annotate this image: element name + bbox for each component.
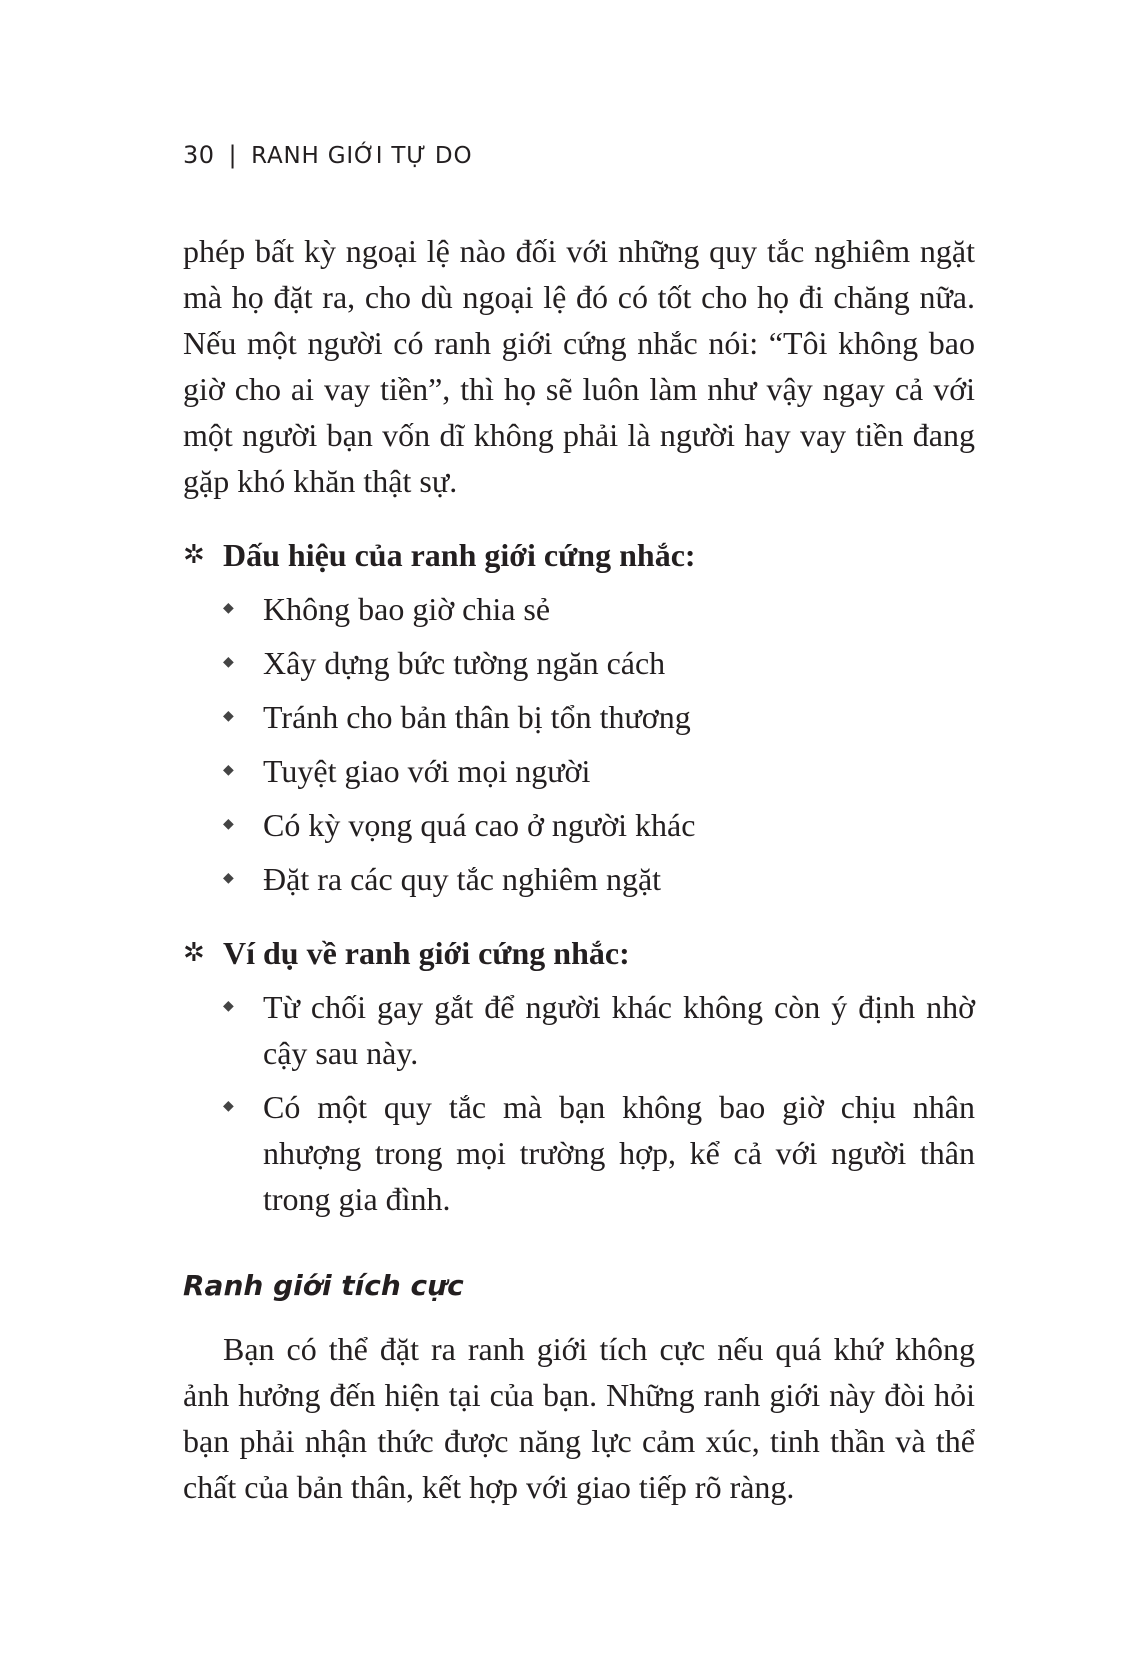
subsection-title: Ranh giới tích cực <box>183 1269 464 1302</box>
page-body <box>183 228 975 1510</box>
header-separator: | <box>228 141 238 169</box>
diamond-bullet-icon: ◆ <box>223 655 234 670</box>
list-item <box>223 748 975 794</box>
star-outline-icon: ✲ <box>183 540 205 569</box>
diamond-bullet-icon: ◆ <box>223 999 234 1014</box>
diamond-bullet-icon: ◆ <box>223 1099 234 1114</box>
section-heading-signs <box>183 532 975 578</box>
intro-paragraph: phép bất kỳ ngoại lệ nào đối với những quy tắc nghiêm ngặt mà họ đặt ra, cho dù ngoại lệ đó có tốt cho họ đi chăng nữa. Nếu một người có ranh giới cứng nhắc nói: “Tôi không bao giờ cho ai vay tiền”, thì họ sẽ luôn làm như vậy ngay cả với một người bạn vốn dĩ không phải là người hay vay tiền đang gặp khó khăn thật sự. <box>183 233 975 499</box>
list-item-text: Từ chối gay gắt để người khác không còn ý định nhờ cậy sau này. <box>263 989 975 1071</box>
subsection-paragraph: Bạn có thể đặt ra ranh giới tích cực nếu quá khứ không ảnh hưởng đến hiện tại của bạn. Những ranh giới này đòi hỏi bạn phải nhận thức được năng lực cảm xúc, tinh thần và thể chất của bản thân, kết hợp với giao tiếp rõ ràng. <box>183 1331 975 1505</box>
list-item <box>223 1084 975 1222</box>
section-heading-examples <box>183 930 975 976</box>
list-item <box>223 802 975 848</box>
list-item <box>223 984 975 1076</box>
diamond-bullet-icon: ◆ <box>223 817 234 832</box>
section-heading-text: Dấu hiệu của ranh giới cứng nhắc: <box>223 537 696 573</box>
list-item <box>223 694 975 740</box>
list-item-text: Có kỳ vọng quá cao ở người khác <box>263 807 696 843</box>
running-header <box>183 141 472 169</box>
star-outline-icon: ✲ <box>183 938 205 967</box>
page-number: 30 <box>183 141 215 169</box>
diamond-bullet-icon: ◆ <box>223 763 234 778</box>
diamond-bullet-icon: ◆ <box>223 709 234 724</box>
list-item <box>223 856 975 902</box>
list-item-text: Tuyệt giao với mọi người <box>263 753 591 789</box>
running-title: RANH GIỚI TỰ DO <box>251 143 473 169</box>
diamond-bullet-icon: ◆ <box>223 601 234 616</box>
list-item <box>223 586 975 632</box>
diamond-bullet-icon: ◆ <box>223 871 234 886</box>
list-item-text: Không bao giờ chia sẻ <box>263 591 551 627</box>
list-item-text: Đặt ra các quy tắc nghiêm ngặt <box>263 861 662 897</box>
list-item-text: Có một quy tắc mà bạn không bao giờ chịu nhân nhượng trong mọi trường hợp, kể cả với người thân trong gia đình. <box>263 1089 975 1217</box>
examples-list <box>183 984 975 1222</box>
list-item <box>223 640 975 686</box>
list-item-text: Tránh cho bản thân bị tổn thương <box>263 699 691 735</box>
list-item-text: Xây dựng bức tường ngăn cách <box>263 645 666 681</box>
signs-list <box>183 586 975 902</box>
section-heading-text: Ví dụ về ranh giới cứng nhắc: <box>223 935 630 971</box>
